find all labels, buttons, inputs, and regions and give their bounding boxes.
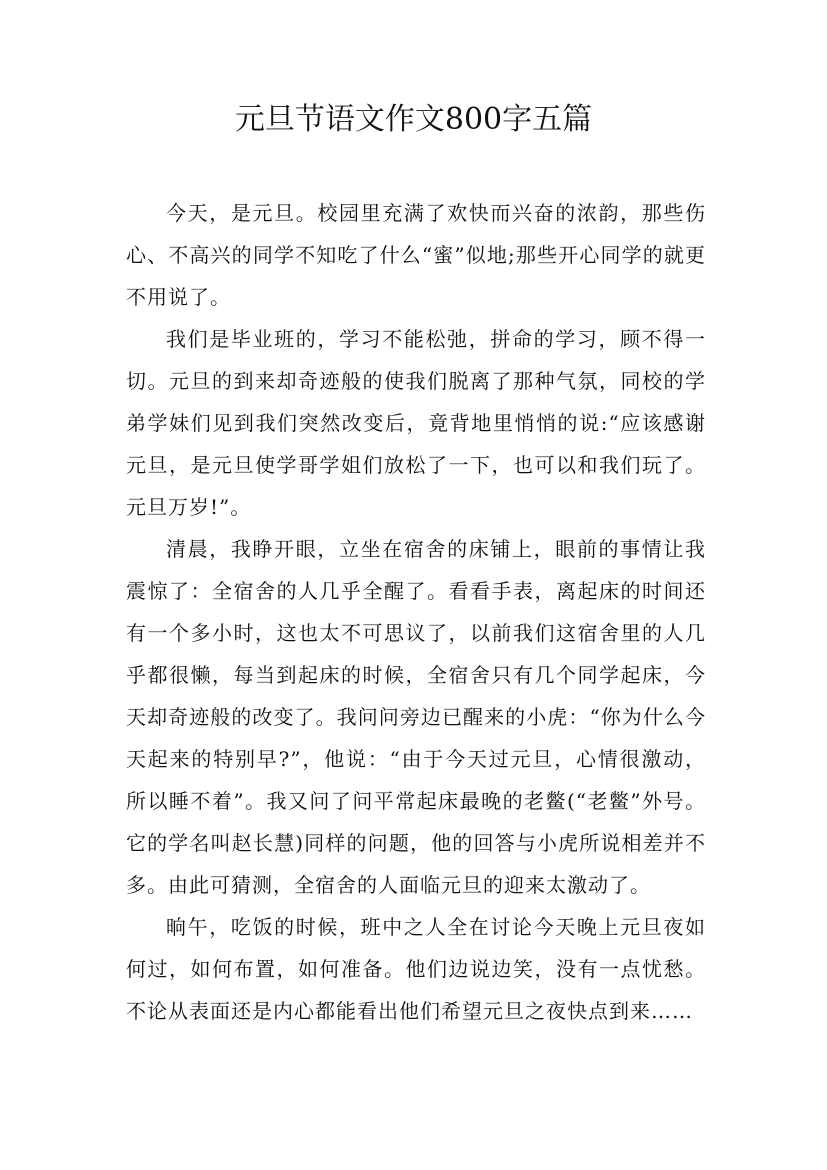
paragraph-4: 晌午，吃饭的时候，班中之人全在讨论今天晚上元旦夜如何过，如何布置，如何准备。他们边说边笑，没有一点忧愁。不论从表面还是内心都能看出他们希望元旦之夜快点到来……: [126, 915, 706, 1023]
paragraph-2: 我们是毕业班的，学习不能松弛，拼命的学习，顾不得一切。元旦的到来却奇迹般的使我们脱离了那种气氛，同校的学弟学妹们见到我们突然改变后，竟背地里悄悄的说:“应该感谢元旦，是元旦使学哥学姐们放松了一下，也可以和我们玩了。元旦万岁!”。: [126, 327, 706, 519]
document-body: [126, 192, 706, 1032]
document-title: 元旦节语文作文800字五篇: [234, 102, 593, 137]
paragraph-1: 今天，是元旦。校园里充满了欢快而兴奋的浓韵，那些伤心、不高兴的同学不知吃了什么“蜜”似地;那些开心同学的就更不用说了。: [126, 201, 706, 309]
paragraph-3: 清晨，我睁开眼，立坐在宿舍的床铺上，眼前的事情让我震惊了：全宿舍的人几乎全醒了。看看手表，离起床的时间还有一个多小时，这也太不可思议了，以前我们这宿舍里的人几乎都很懒，每当到起床的时候，全宿舍只有几个同学起床，今天却奇迹般的改变了。我问问旁边已醒来的小虎：“你为什么今天起来的特别早?”，他说：“由于今天过元旦，心情很激动，所以睡不着”。我又问了问平常起床最晚的老鳖(“老鳖”外号。它的学名叫赵长慧)同样的问题，他的回答与小虎所说相差并不多。由此可猜测，全宿舍的人面临元旦的迎来太激动了。: [126, 537, 706, 897]
